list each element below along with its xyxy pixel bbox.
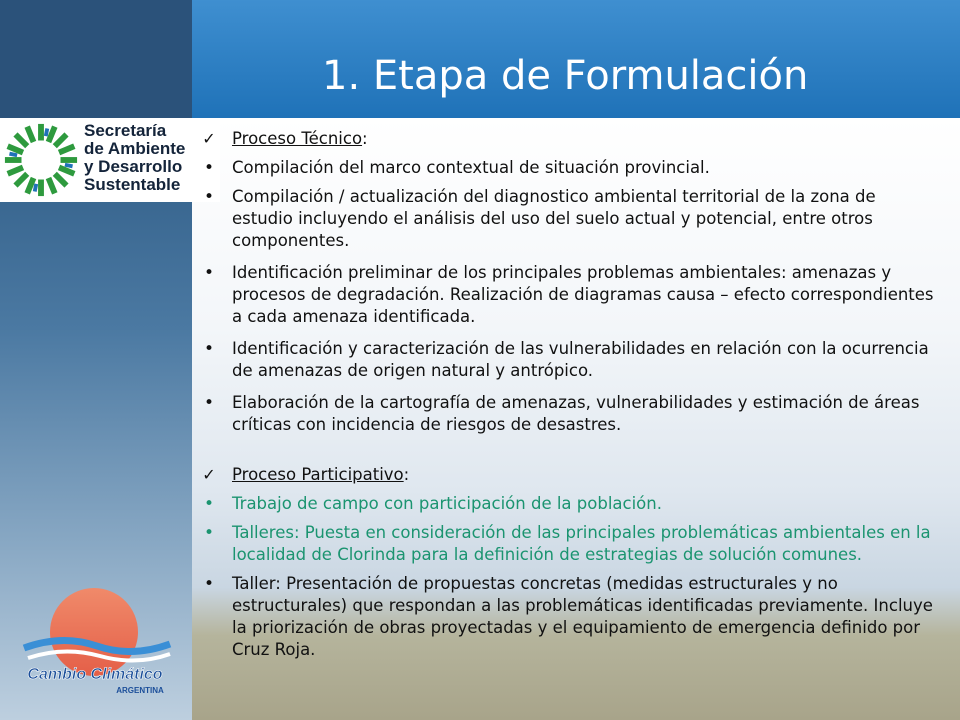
- section-heading: [197, 128, 937, 150]
- bullet-item: [197, 392, 937, 436]
- bullet-icon: •: [203, 494, 215, 514]
- bullet-icon: •: [203, 574, 215, 594]
- bullet-item: [197, 338, 937, 382]
- logo-line: y Desarrollo: [84, 157, 183, 176]
- heading-suffix: :: [362, 129, 368, 148]
- cc-logo-sub-text: ARGENTINA: [116, 686, 164, 695]
- bullet-item: [197, 186, 937, 252]
- left-top-panel: [0, 0, 192, 118]
- bullet-text: Talleres: Puesta en consideración de las principales problemáticas ambientales en la localidad de Clorinda para la definición de estrategias de solución comunes.: [232, 523, 931, 564]
- bullet-icon: •: [203, 339, 215, 359]
- cc-logo-main-text: Cambio Climático: [27, 666, 163, 683]
- cambio-climatico-logo: [22, 586, 172, 698]
- bullet-item: [197, 493, 937, 515]
- section-heading-text: Proceso Técnico: [232, 129, 363, 148]
- slide-content: [197, 128, 937, 661]
- bullet-icon: •: [203, 187, 215, 207]
- bullet-text: Compilación / actualización del diagnostico ambiental territorial de la zona de estudio incluyendo el análisis del uso del suelo actual y potencial, entre otros componentes.: [232, 187, 876, 250]
- logo-line: Sustentable: [84, 175, 181, 194]
- bullet-item: [197, 522, 937, 566]
- checkmark-icon: ✓: [202, 465, 216, 484]
- checkmark-icon: ✓: [202, 129, 216, 148]
- bullet-text: Identificación preliminar de los principales problemas ambientales: amenazas y procesos de degradación. Realización de diagramas causa – efecto correspondientes a cada amenaza identificada.: [232, 263, 934, 326]
- bullet-text: Compilación del marco contextual de situación provincial.: [232, 158, 710, 177]
- bullet-icon: •: [203, 263, 215, 283]
- bullet-item: [197, 573, 937, 661]
- logo-line: Secretaría: [84, 121, 167, 140]
- bullet-icon: •: [203, 158, 215, 178]
- bullet-text: Identificación y caracterización de las vulnerabilidades en relación con la ocurrencia de amenazas de origen natural y antrópico.: [232, 339, 929, 380]
- bullet-text: Trabajo de campo con participación de la población.: [232, 494, 662, 513]
- bullet-text: Taller: Presentación de propuestas concretas (medidas estructurales y no estructurales) que respondan a las problemáticas identificadas previamente. Incluye la priorización de obras proyectadas y el equipamiento de emergencia definido por Cruz Roja.: [232, 574, 933, 659]
- bullet-text: Elaboración de la cartografía de amenazas, vulnerabilidades y estimación de áreas críticas con incidencia de riesgos de desastres.: [232, 393, 920, 434]
- bullet-item: [197, 157, 937, 179]
- heading-suffix: :: [403, 465, 410, 484]
- section-heading-text: Proceso Participativo: [232, 465, 404, 484]
- bullet-icon: •: [203, 393, 215, 413]
- logo-line: de Ambiente: [84, 139, 186, 158]
- section-heading: [197, 464, 937, 486]
- bullet-item: [197, 262, 937, 328]
- slide-title: 1. Etapa de Formulación: [322, 53, 809, 99]
- sun-logo-icon: [2, 121, 80, 199]
- bullet-icon: •: [203, 523, 215, 543]
- sun-circle: [50, 588, 138, 676]
- secretaria-logo: [0, 118, 220, 202]
